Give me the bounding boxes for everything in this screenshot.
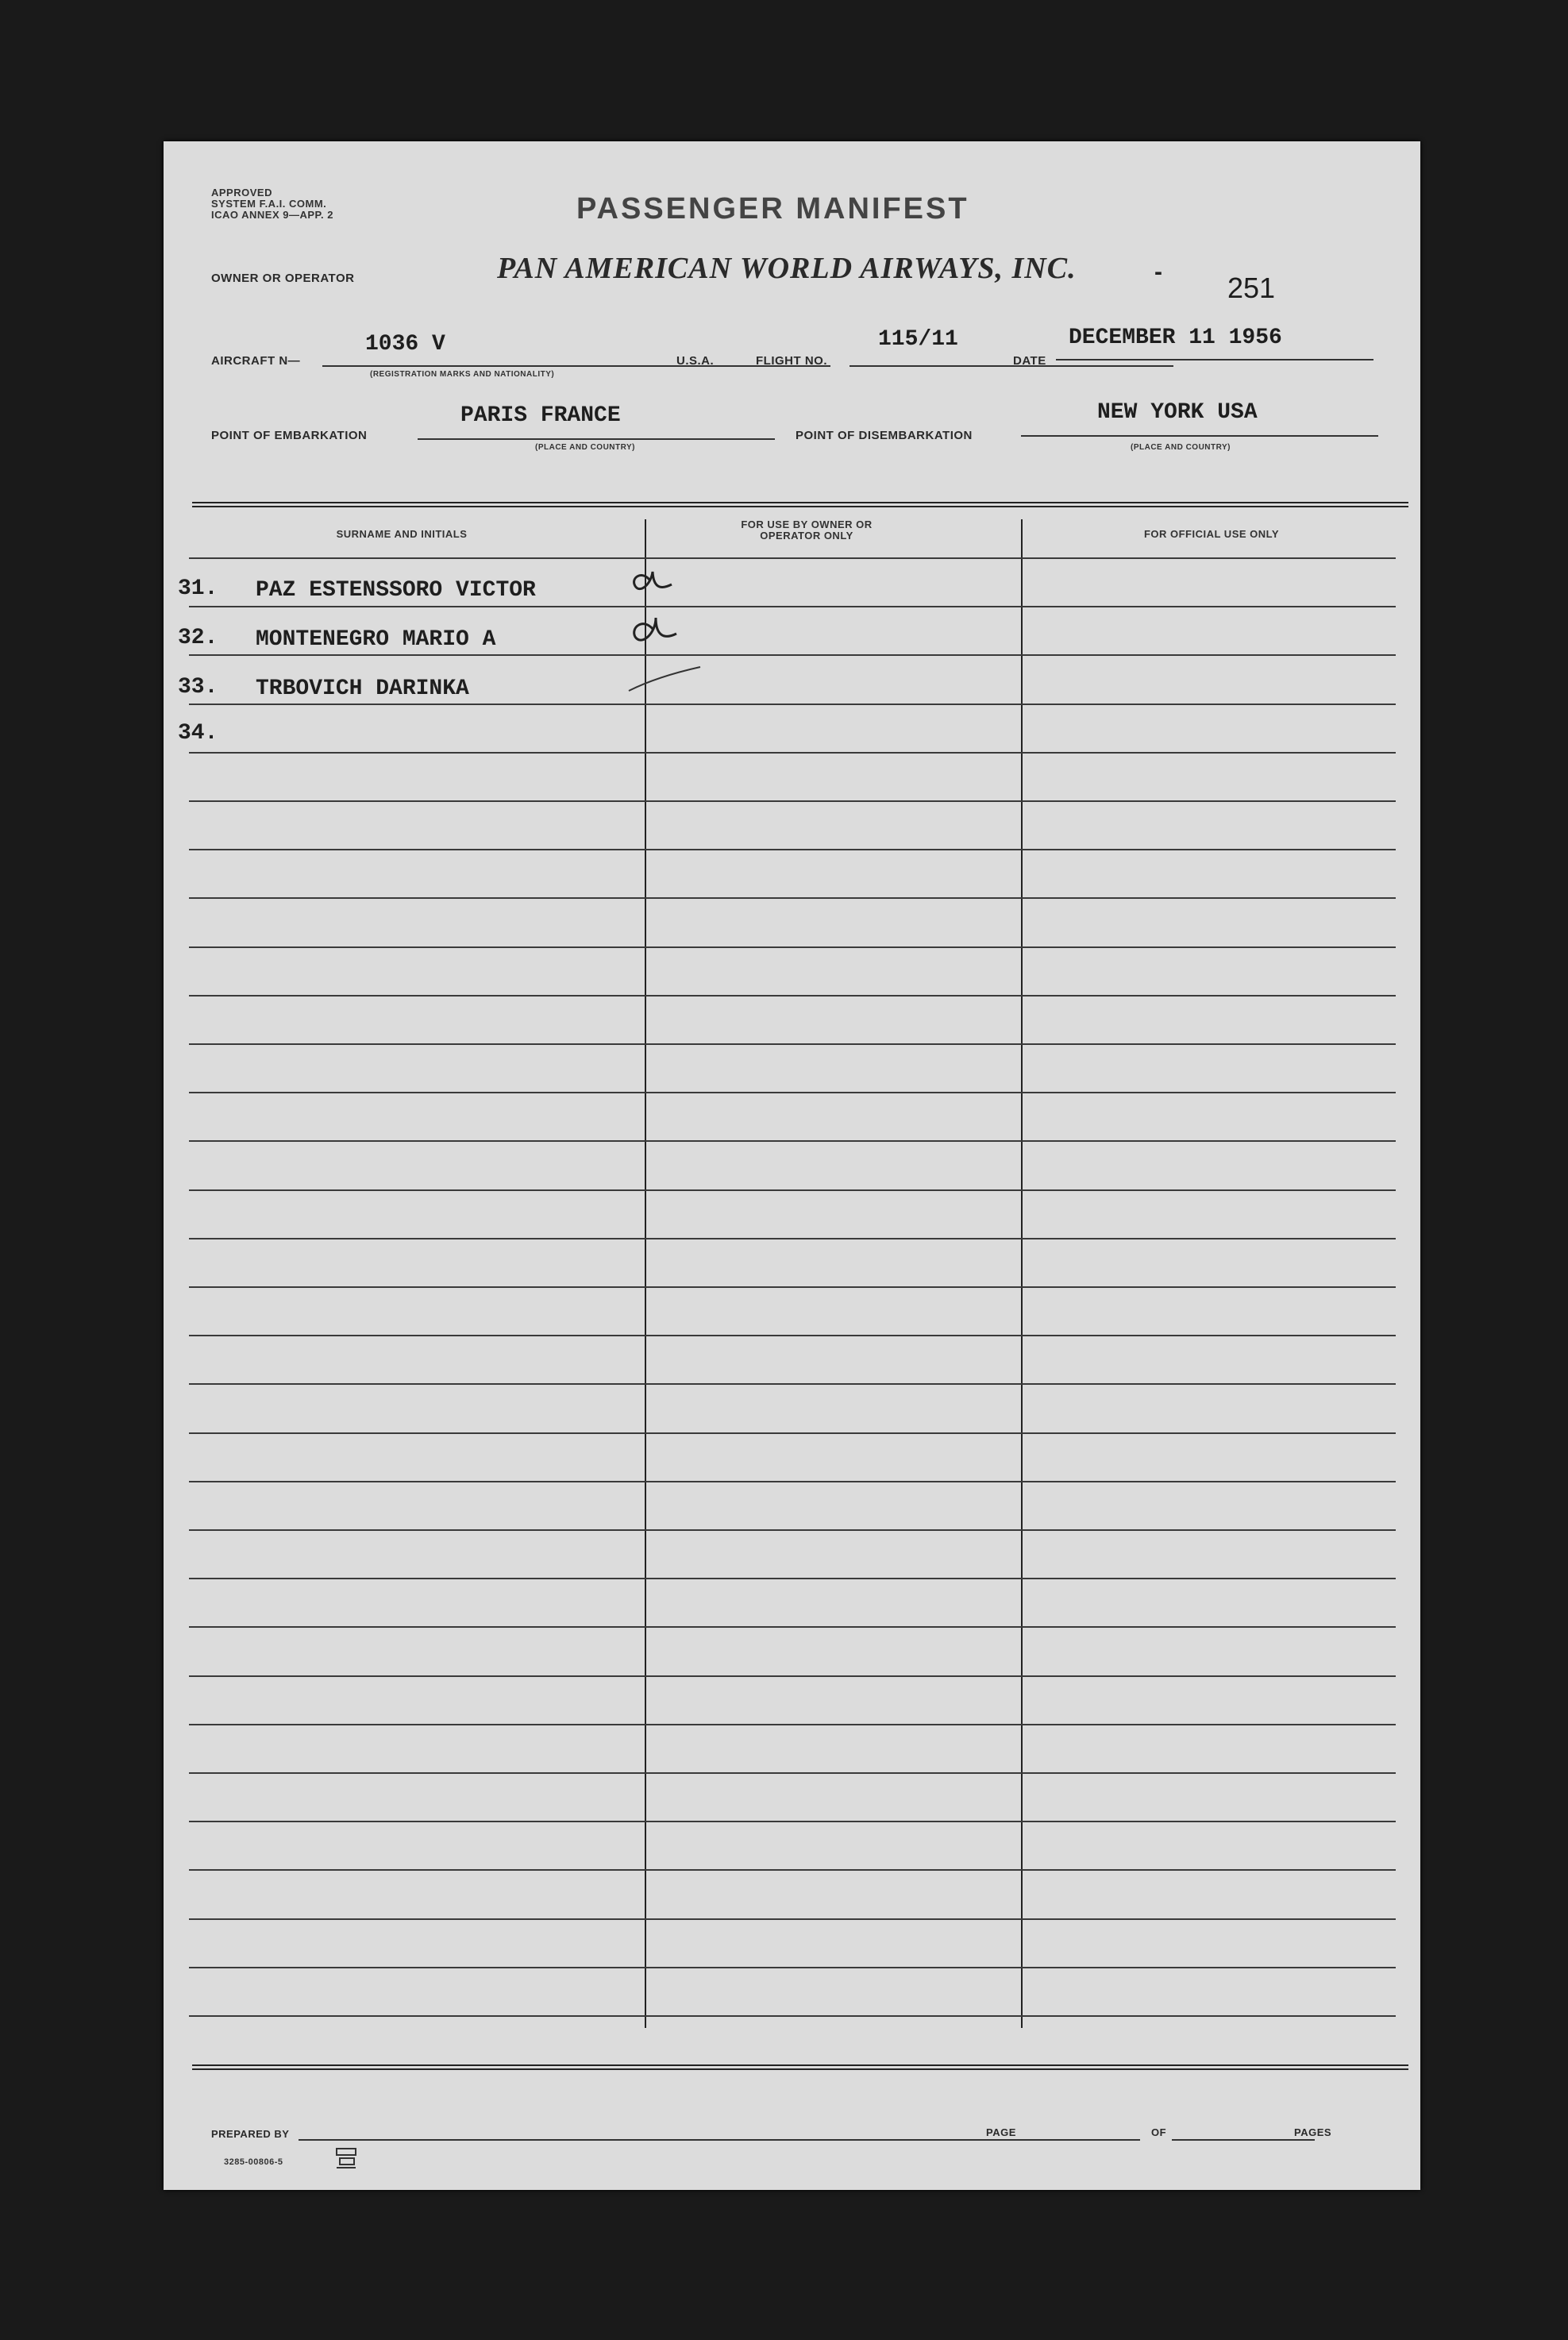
prepared-by-label: PREPARED BY bbox=[211, 2128, 290, 2140]
row-number: 34. bbox=[178, 721, 218, 746]
manifest-page bbox=[164, 141, 1420, 2190]
table-row-rule bbox=[189, 1481, 1396, 1482]
embarkation-caption: (PLACE AND COUNTRY) bbox=[535, 443, 635, 452]
table-row-rule bbox=[189, 946, 1396, 948]
approval-line: ICAO ANNEX 9—APP. 2 bbox=[211, 209, 333, 221]
table-row-rule bbox=[189, 2015, 1396, 2017]
disembarkation-value: NEW YORK USA bbox=[1097, 400, 1258, 425]
dash-mark: - bbox=[1154, 259, 1162, 285]
form-title: PASSENGER MANIFEST bbox=[576, 192, 969, 226]
aircraft-value: 1036 V bbox=[365, 332, 445, 357]
page-label: PAGE bbox=[986, 2126, 1016, 2138]
table-row-rule bbox=[189, 1821, 1396, 1822]
embarkation-value: PARIS FRANCE bbox=[460, 403, 621, 428]
aircraft-label: AIRCRAFT N— bbox=[211, 354, 301, 368]
table-row-rule bbox=[189, 752, 1396, 754]
table-row-rule bbox=[189, 1675, 1396, 1677]
header-official-use: FOR OFFICIAL USE ONLY bbox=[1143, 528, 1280, 540]
header-owner-use: FOR USE BY OWNER OR OPERATOR ONLY bbox=[741, 519, 873, 542]
flight-label: FLIGHT NO. bbox=[756, 354, 827, 368]
table-row-rule bbox=[189, 1335, 1396, 1336]
table-bottom-rule bbox=[192, 2064, 1408, 2070]
row-number: 32. bbox=[178, 626, 218, 650]
approval-line: SYSTEM F.A.I. COMM. bbox=[211, 198, 327, 210]
table-row-rule bbox=[189, 606, 1396, 607]
pages-label: PAGES bbox=[1294, 2126, 1332, 2138]
airline-name: PAN AMERICAN WORLD AIRWAYS, INC. bbox=[497, 252, 1077, 285]
form-code: 3285-00806-5 bbox=[224, 2157, 283, 2167]
embarkation-label: POINT OF EMBARKATION bbox=[211, 429, 368, 442]
header-surname: SURNAME AND INITIALS bbox=[336, 528, 468, 540]
disembarkation-label: POINT OF DISEMBARKATION bbox=[796, 429, 973, 442]
table-row-rule bbox=[189, 995, 1396, 997]
date-value: DECEMBER 11 1956 bbox=[1069, 326, 1282, 350]
usa-label: U.S.A. bbox=[676, 354, 715, 368]
table-row-rule bbox=[189, 1189, 1396, 1191]
passenger-name: TRBOVICH DARINKA bbox=[256, 677, 469, 701]
date-label: DATE bbox=[1013, 354, 1046, 368]
table-row-rule bbox=[189, 557, 1396, 559]
owner-label: OWNER OR OPERATOR bbox=[211, 272, 355, 285]
approval-block bbox=[211, 187, 333, 221]
table-row-rule bbox=[189, 1724, 1396, 1725]
table-row-rule bbox=[189, 1432, 1396, 1434]
table-row-rule bbox=[189, 849, 1396, 850]
table-row-rule bbox=[189, 1383, 1396, 1385]
passenger-name: MONTENEGRO MARIO A bbox=[256, 627, 496, 652]
handwritten-dash-mark bbox=[629, 667, 700, 691]
table-top-rule bbox=[192, 502, 1408, 507]
printer-seal-icon bbox=[335, 2145, 359, 2172]
table-row-rule bbox=[189, 1140, 1396, 1142]
aircraft-caption: (REGISTRATION MARKS AND NATIONALITY) bbox=[370, 370, 555, 379]
table-row-rule bbox=[189, 1238, 1396, 1239]
table-row-rule bbox=[189, 1578, 1396, 1579]
table-row-rule bbox=[189, 897, 1396, 899]
table-row-rule bbox=[189, 1092, 1396, 1093]
passenger-name: PAZ ESTENSSORO VICTOR bbox=[256, 578, 536, 603]
table-row-rule bbox=[189, 704, 1396, 705]
table-row-rule bbox=[189, 1967, 1396, 1968]
page-number: 251 bbox=[1227, 272, 1276, 304]
table-row-rule bbox=[189, 654, 1396, 656]
flight-value: 115/11 bbox=[878, 327, 958, 352]
column-divider bbox=[1021, 519, 1023, 2028]
disembarkation-caption: (PLACE AND COUNTRY) bbox=[1131, 443, 1231, 452]
table-row-rule bbox=[189, 1286, 1396, 1288]
table-row-rule bbox=[189, 1772, 1396, 1774]
row-number: 33. bbox=[178, 675, 218, 700]
of-label: OF bbox=[1151, 2126, 1167, 2138]
handwritten-marks bbox=[624, 538, 719, 697]
table-row-rule bbox=[189, 1529, 1396, 1531]
handwritten-check-mark bbox=[634, 572, 672, 589]
table-row-rule bbox=[189, 1869, 1396, 1871]
column-divider bbox=[645, 519, 646, 2028]
row-number: 31. bbox=[178, 576, 218, 601]
approval-line: APPROVED bbox=[211, 187, 272, 199]
table-row-rule bbox=[189, 1043, 1396, 1045]
handwritten-check-mark bbox=[634, 618, 676, 640]
table-row-rule bbox=[189, 800, 1396, 802]
table-row-rule bbox=[189, 1626, 1396, 1628]
table-row-rule bbox=[189, 1918, 1396, 1920]
